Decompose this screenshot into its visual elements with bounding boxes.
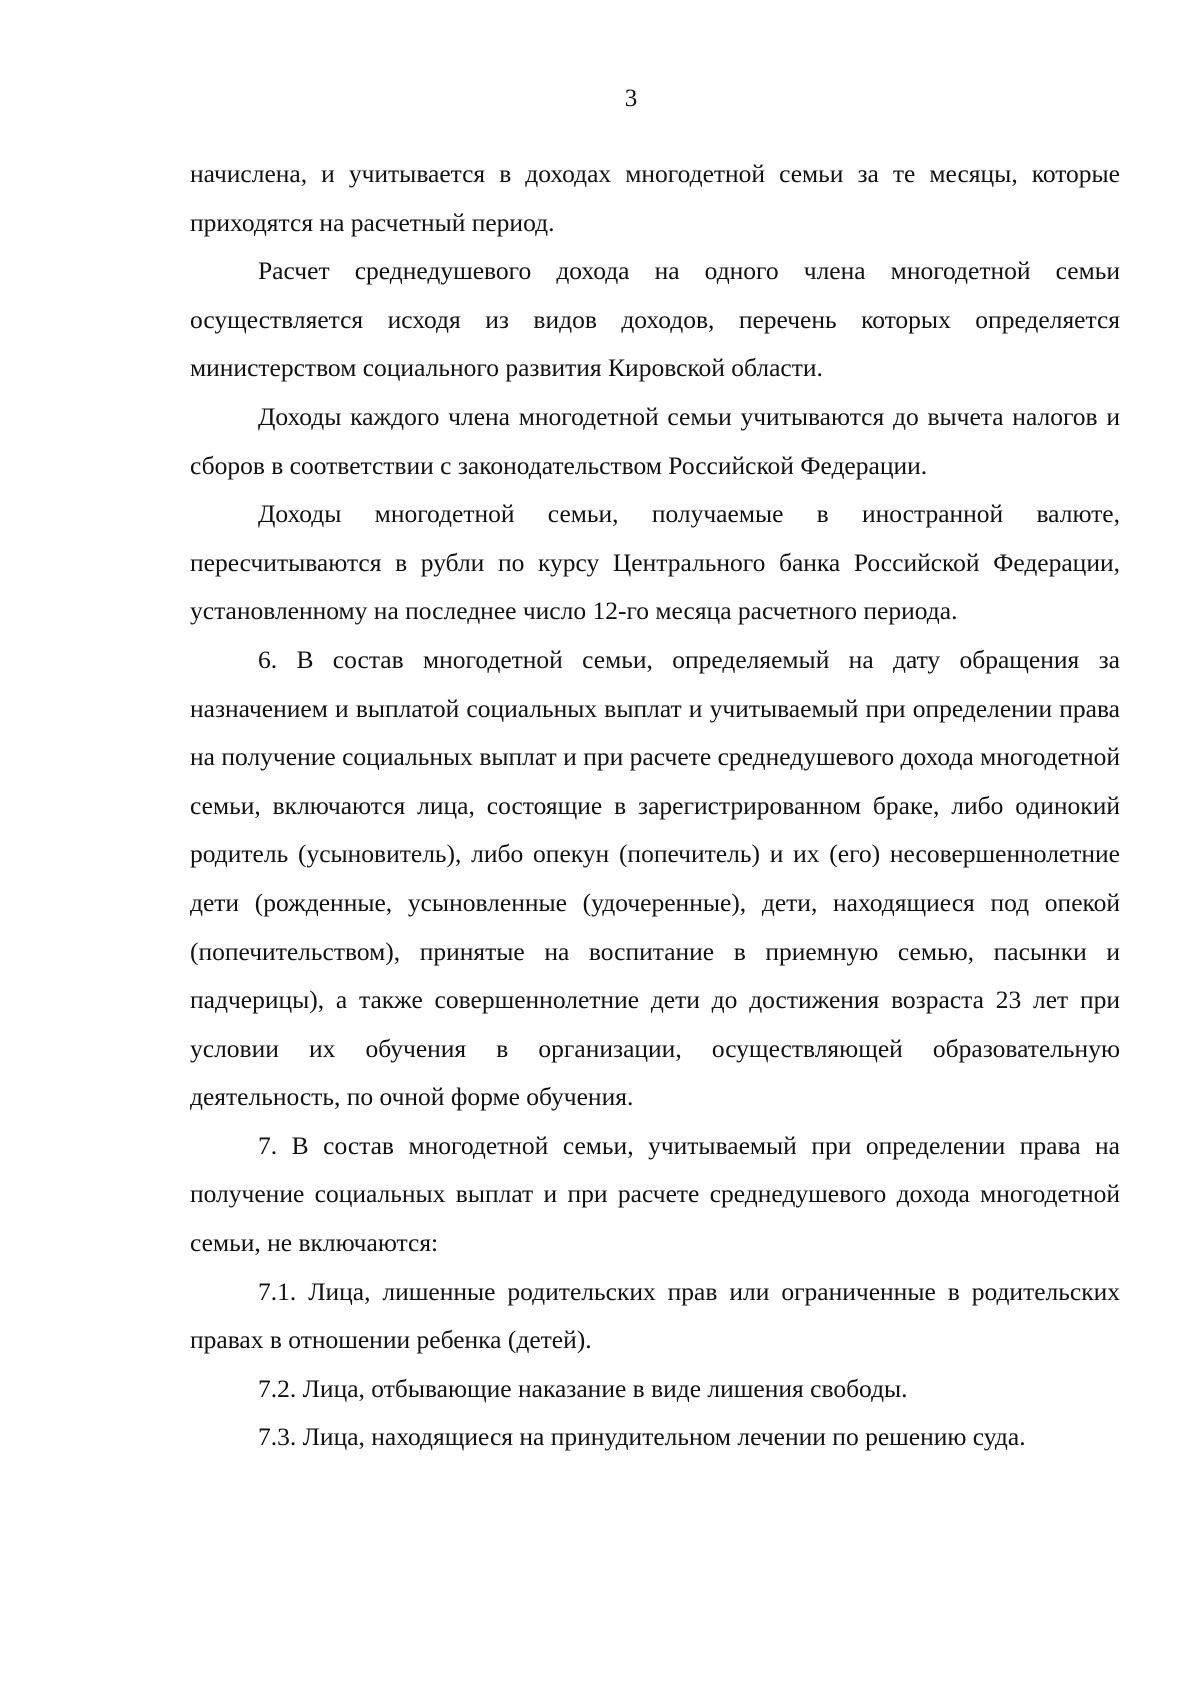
paragraph-foreign-currency: Доходы многодетной семьи, получаемые в иностранной валюте, пересчитываются в рубли по курсу Центрального банка Российской Федерации, установленному на последнее число 12-го месяца расчетного периода. [190,499,1120,626]
paragraph-item-7: 7. В состав многодетной семьи, учитываемый при определении права на получение социальных выплат и при расчете среднедушевого дохода многодетной семьи, не включаются: [190,1130,1120,1258]
page-number: 3 [624,85,638,112]
paragraph-income-before-taxes: Доходы каждого члена многодетной семьи учитываются до вычета налогов и сборов в соответствии с законодательством Российской Федерации. [190,401,1120,480]
paragraph-item-7-1: 7.1. Лица, лишенные родительских прав или ограниченные в родительских правах в отношении ребенка (детей). [190,1276,1120,1355]
document-body [190,150,1120,1462]
paragraph-item-6: 6. В состав многодетной семьи, определяемый на дату обращения за назначением и выплатой социальных выплат и учитываемый при определении права на получение социальных выплат и при расчете среднедушевого дохода многодетной семьи, включаются лица, состоящие в зарегистрированном браке, либо одинокий родитель (усыновитель), либо опекун (попечитель) и их (его) несовершеннолетние дети (рожденные, усыновленные (удочеренные), дети, находящиеся под опекой (попечительством), принятые на воспитание в приемную семью, пасынки и падчерицы), а также совершеннолетние дети до достижения возраста 23 лет при условии их обучения в организации, осуществляющей образовательную деятельность, по очной форме обучения. [190,644,1120,1112]
paragraph-income-calculation: Расчет среднедушевого дохода на одного члена многодетной семьи осуществляется исходя из видов доходов, перечень которых определяется министерством социального развития Кировской области. [190,256,1120,383]
paragraph-item-7-3: 7.3. Лица, находящиеся на принудительном лечении по решению суда. [258,1422,1026,1452]
paragraph-continuation: начислена, и учитывается в доходах многодетной семьи за те месяцы, которые приходятся на расчетный период. [190,159,1120,237]
paragraph-item-7-2: 7.2. Лица, отбывающие наказание в виде лишения свободы. [258,1373,908,1403]
